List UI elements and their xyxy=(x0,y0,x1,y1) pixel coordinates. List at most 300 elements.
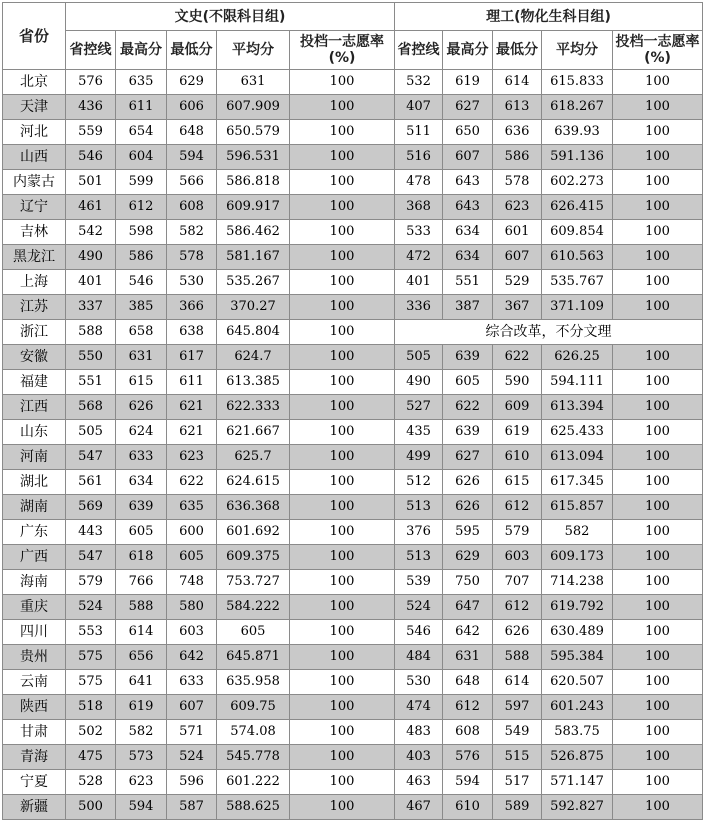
science-cell: 619.792 xyxy=(542,595,613,620)
arts-cell: 623 xyxy=(167,445,217,470)
arts-cell: 594 xyxy=(167,145,217,170)
arts-cell: 626 xyxy=(116,395,167,420)
arts-cell: 635 xyxy=(167,495,217,520)
column-header: 最高分 xyxy=(116,31,167,70)
science-cell: 539 xyxy=(395,570,443,595)
science-cell: 648 xyxy=(443,670,493,695)
science-cell: 100 xyxy=(613,670,703,695)
science-cell: 610 xyxy=(443,795,493,820)
arts-cell: 625.7 xyxy=(217,445,290,470)
science-cell: 100 xyxy=(613,345,703,370)
science-cell: 483 xyxy=(395,720,443,745)
science-cell: 582 xyxy=(542,520,613,545)
science-cell: 607 xyxy=(443,145,493,170)
arts-cell: 385 xyxy=(116,295,167,320)
science-cell: 612 xyxy=(443,695,493,720)
science-cell: 530 xyxy=(395,670,443,695)
science-cell: 529 xyxy=(493,270,542,295)
arts-cell: 654 xyxy=(116,120,167,145)
arts-cell: 100 xyxy=(290,795,395,820)
arts-cell: 612 xyxy=(116,195,167,220)
column-header: 平均分 xyxy=(217,31,290,70)
arts-cell: 100 xyxy=(290,120,395,145)
science-cell: 516 xyxy=(395,145,443,170)
province-cell: 重庆 xyxy=(3,595,66,620)
arts-cell: 100 xyxy=(290,595,395,620)
science-cell: 630.489 xyxy=(542,620,613,645)
science-cell: 367 xyxy=(493,295,542,320)
arts-cell: 575 xyxy=(66,670,116,695)
arts-cell: 617 xyxy=(167,345,217,370)
arts-cell: 500 xyxy=(66,795,116,820)
science-cell: 594.111 xyxy=(542,370,613,395)
arts-cell: 100 xyxy=(290,620,395,645)
arts-cell: 609.375 xyxy=(217,545,290,570)
arts-cell: 587 xyxy=(167,795,217,820)
science-cell: 609.173 xyxy=(542,545,613,570)
science-cell: 100 xyxy=(613,220,703,245)
science-cell: 511 xyxy=(395,120,443,145)
province-cell: 陕西 xyxy=(3,695,66,720)
table-row xyxy=(3,170,703,195)
province-cell: 新疆 xyxy=(3,795,66,820)
science-cell: 619 xyxy=(443,70,493,95)
province-cell: 四川 xyxy=(3,620,66,645)
arts-cell: 579 xyxy=(66,570,116,595)
table-row xyxy=(3,645,703,670)
arts-cell: 100 xyxy=(290,670,395,695)
arts-cell: 601.692 xyxy=(217,520,290,545)
science-cell: 590 xyxy=(493,370,542,395)
arts-cell: 604 xyxy=(116,145,167,170)
arts-cell: 100 xyxy=(290,270,395,295)
science-cell: 474 xyxy=(395,695,443,720)
table-row xyxy=(3,445,703,470)
science-cell: 592.827 xyxy=(542,795,613,820)
arts-cell: 569 xyxy=(66,495,116,520)
science-cell: 100 xyxy=(613,70,703,95)
science-cell: 629 xyxy=(443,545,493,570)
science-cell: 100 xyxy=(613,695,703,720)
arts-cell: 588 xyxy=(66,320,116,345)
science-cell: 578 xyxy=(493,170,542,195)
column-header: 省控线 xyxy=(395,31,443,70)
table-row xyxy=(3,720,703,745)
science-cell: 100 xyxy=(613,370,703,395)
arts-cell: 100 xyxy=(290,295,395,320)
science-cell: 336 xyxy=(395,295,443,320)
science-cell: 620.507 xyxy=(542,670,613,695)
arts-cell: 547 xyxy=(66,445,116,470)
science-cell: 376 xyxy=(395,520,443,545)
arts-cell: 561 xyxy=(66,470,116,495)
science-cell: 513 xyxy=(395,495,443,520)
arts-cell: 621 xyxy=(167,395,217,420)
arts-group-header: 文史(不限科目组) xyxy=(66,3,395,31)
arts-cell: 535.267 xyxy=(217,270,290,295)
arts-cell: 635 xyxy=(116,70,167,95)
table-body xyxy=(3,70,703,820)
arts-cell: 601.222 xyxy=(217,770,290,795)
science-cell: 100 xyxy=(613,795,703,820)
arts-cell: 609.75 xyxy=(217,695,290,720)
science-cell: 100 xyxy=(613,195,703,220)
arts-cell: 100 xyxy=(290,520,395,545)
arts-cell: 100 xyxy=(290,95,395,120)
science-cell: 605 xyxy=(443,370,493,395)
science-cell: 100 xyxy=(613,745,703,770)
science-cell: 634 xyxy=(443,245,493,270)
arts-cell: 621 xyxy=(167,420,217,445)
arts-cell: 611 xyxy=(116,95,167,120)
arts-cell: 545.778 xyxy=(217,745,290,770)
science-cell: 435 xyxy=(395,420,443,445)
science-cell: 615.857 xyxy=(542,495,613,520)
arts-cell: 475 xyxy=(66,745,116,770)
science-cell: 100 xyxy=(613,645,703,670)
science-cell: 610 xyxy=(493,445,542,470)
arts-cell: 650.579 xyxy=(217,120,290,145)
province-header: 省份 xyxy=(3,3,66,70)
science-cell: 551 xyxy=(443,270,493,295)
table-row xyxy=(3,195,703,220)
column-header: 最低分 xyxy=(167,31,217,70)
science-cell: 595.384 xyxy=(542,645,613,670)
table-row xyxy=(3,620,703,645)
arts-cell: 578 xyxy=(167,245,217,270)
province-cell: 黑龙江 xyxy=(3,245,66,270)
arts-cell: 605 xyxy=(217,620,290,645)
arts-cell: 553 xyxy=(66,620,116,645)
arts-cell: 546 xyxy=(116,270,167,295)
science-cell: 639 xyxy=(443,420,493,445)
science-cell: 615 xyxy=(493,470,542,495)
province-cell: 江西 xyxy=(3,395,66,420)
arts-cell: 575 xyxy=(66,645,116,670)
science-cell: 622 xyxy=(493,345,542,370)
table-row xyxy=(3,795,703,820)
science-cell: 603 xyxy=(493,545,542,570)
arts-cell: 100 xyxy=(290,495,395,520)
science-cell: 100 xyxy=(613,95,703,120)
science-cell: 750 xyxy=(443,570,493,595)
province-cell: 青海 xyxy=(3,745,66,770)
arts-cell: 550 xyxy=(66,345,116,370)
science-cell: 371.109 xyxy=(542,295,613,320)
arts-cell: 100 xyxy=(290,745,395,770)
arts-cell: 100 xyxy=(290,345,395,370)
arts-cell: 614 xyxy=(116,620,167,645)
science-cell: 634 xyxy=(443,220,493,245)
arts-cell: 100 xyxy=(290,470,395,495)
table-row xyxy=(3,770,703,795)
arts-cell: 100 xyxy=(290,420,395,445)
province-cell: 贵州 xyxy=(3,645,66,670)
arts-cell: 606 xyxy=(167,95,217,120)
column-header: 投档一志愿率(%) xyxy=(613,31,703,70)
arts-cell: 546 xyxy=(66,145,116,170)
arts-cell: 596 xyxy=(167,770,217,795)
arts-cell: 645.871 xyxy=(217,645,290,670)
province-cell: 福建 xyxy=(3,370,66,395)
arts-cell: 436 xyxy=(66,95,116,120)
table-row xyxy=(3,320,703,345)
science-cell: 535.767 xyxy=(542,270,613,295)
science-cell: 601.243 xyxy=(542,695,613,720)
science-cell: 607 xyxy=(493,245,542,270)
arts-cell: 100 xyxy=(290,645,395,670)
science-cell: 100 xyxy=(613,120,703,145)
science-cell: 591.136 xyxy=(542,145,613,170)
arts-cell: 607.909 xyxy=(217,95,290,120)
science-cell: 100 xyxy=(613,295,703,320)
science-cell: 650 xyxy=(443,120,493,145)
science-cell: 608 xyxy=(443,720,493,745)
science-cell: 533 xyxy=(395,220,443,245)
arts-cell: 588.625 xyxy=(217,795,290,820)
arts-cell: 100 xyxy=(290,220,395,245)
science-cell: 631 xyxy=(443,645,493,670)
science-cell: 609 xyxy=(493,395,542,420)
province-cell: 浙江 xyxy=(3,320,66,345)
arts-cell: 582 xyxy=(167,220,217,245)
science-cell: 627 xyxy=(443,95,493,120)
arts-cell: 571 xyxy=(167,720,217,745)
arts-cell: 596.531 xyxy=(217,145,290,170)
arts-cell: 624 xyxy=(116,420,167,445)
province-cell: 河北 xyxy=(3,120,66,145)
table-row xyxy=(3,395,703,420)
province-cell: 安徽 xyxy=(3,345,66,370)
province-cell: 宁夏 xyxy=(3,770,66,795)
arts-cell: 642 xyxy=(167,645,217,670)
science-cell: 463 xyxy=(395,770,443,795)
science-cell: 527 xyxy=(395,395,443,420)
column-header: 投档一志愿率(%) xyxy=(290,31,395,70)
arts-cell: 748 xyxy=(167,570,217,595)
table-row xyxy=(3,420,703,445)
science-cell: 100 xyxy=(613,770,703,795)
science-cell: 100 xyxy=(613,720,703,745)
arts-cell: 584.222 xyxy=(217,595,290,620)
arts-cell: 501 xyxy=(66,170,116,195)
arts-cell: 100 xyxy=(290,170,395,195)
science-cell: 625.433 xyxy=(542,420,613,445)
science-cell: 636 xyxy=(493,120,542,145)
science-cell: 499 xyxy=(395,445,443,470)
arts-cell: 490 xyxy=(66,245,116,270)
science-cell: 643 xyxy=(443,170,493,195)
arts-cell: 100 xyxy=(290,145,395,170)
table-row xyxy=(3,120,703,145)
science-cell: 602.273 xyxy=(542,170,613,195)
science-cell: 532 xyxy=(395,70,443,95)
science-cell: 618.267 xyxy=(542,95,613,120)
science-cell: 100 xyxy=(613,270,703,295)
science-cell: 642 xyxy=(443,620,493,645)
science-cell: 403 xyxy=(395,745,443,770)
province-cell: 海南 xyxy=(3,570,66,595)
column-header: 省控线 xyxy=(66,31,116,70)
province-cell: 广西 xyxy=(3,545,66,570)
science-cell: 576 xyxy=(443,745,493,770)
science-cell: 643 xyxy=(443,195,493,220)
arts-cell: 658 xyxy=(116,320,167,345)
science-cell: 612 xyxy=(493,495,542,520)
arts-cell: 586 xyxy=(116,245,167,270)
science-cell: 626 xyxy=(443,470,493,495)
arts-cell: 599 xyxy=(116,170,167,195)
science-cell: 100 xyxy=(613,445,703,470)
table-row xyxy=(3,145,703,170)
science-cell: 639.93 xyxy=(542,120,613,145)
science-cell: 623 xyxy=(493,195,542,220)
province-cell: 云南 xyxy=(3,670,66,695)
arts-cell: 100 xyxy=(290,770,395,795)
admission-score-table xyxy=(2,2,703,820)
arts-cell: 542 xyxy=(66,220,116,245)
arts-cell: 559 xyxy=(66,120,116,145)
science-cell: 626.415 xyxy=(542,195,613,220)
science-cell: 549 xyxy=(493,720,542,745)
arts-cell: 528 xyxy=(66,770,116,795)
science-cell: 714.238 xyxy=(542,570,613,595)
science-cell: 579 xyxy=(493,520,542,545)
arts-cell: 524 xyxy=(66,595,116,620)
arts-cell: 401 xyxy=(66,270,116,295)
arts-cell: 621.667 xyxy=(217,420,290,445)
arts-cell: 518 xyxy=(66,695,116,720)
arts-cell: 573 xyxy=(116,745,167,770)
table-row xyxy=(3,595,703,620)
arts-cell: 566 xyxy=(167,170,217,195)
arts-cell: 100 xyxy=(290,370,395,395)
science-cell: 505 xyxy=(395,345,443,370)
arts-cell: 631 xyxy=(116,345,167,370)
arts-cell: 551 xyxy=(66,370,116,395)
science-cell: 512 xyxy=(395,470,443,495)
table-row xyxy=(3,520,703,545)
arts-cell: 605 xyxy=(116,520,167,545)
arts-cell: 605 xyxy=(167,545,217,570)
table-row xyxy=(3,345,703,370)
science-cell: 588 xyxy=(493,645,542,670)
science-note-cell: 综合改革，不分文理 xyxy=(395,320,703,345)
science-cell: 526.875 xyxy=(542,745,613,770)
arts-cell: 624.615 xyxy=(217,470,290,495)
science-cell: 614 xyxy=(493,70,542,95)
province-cell: 吉林 xyxy=(3,220,66,245)
province-cell: 山东 xyxy=(3,420,66,445)
science-cell: 515 xyxy=(493,745,542,770)
science-cell: 626 xyxy=(443,495,493,520)
science-cell: 647 xyxy=(443,595,493,620)
table-row xyxy=(3,220,703,245)
science-cell: 478 xyxy=(395,170,443,195)
arts-cell: 581.167 xyxy=(217,245,290,270)
arts-cell: 656 xyxy=(116,645,167,670)
arts-cell: 603 xyxy=(167,620,217,645)
province-cell: 北京 xyxy=(3,70,66,95)
arts-cell: 443 xyxy=(66,520,116,545)
table-row xyxy=(3,545,703,570)
science-cell: 613.094 xyxy=(542,445,613,470)
science-cell: 546 xyxy=(395,620,443,645)
arts-cell: 634 xyxy=(116,470,167,495)
table-row xyxy=(3,495,703,520)
arts-cell: 100 xyxy=(290,545,395,570)
arts-cell: 461 xyxy=(66,195,116,220)
science-cell: 100 xyxy=(613,620,703,645)
province-cell: 内蒙古 xyxy=(3,170,66,195)
arts-cell: 645.804 xyxy=(217,320,290,345)
science-cell: 586 xyxy=(493,145,542,170)
science-cell: 524 xyxy=(395,595,443,620)
arts-cell: 100 xyxy=(290,570,395,595)
arts-cell: 618 xyxy=(116,545,167,570)
column-header: 最高分 xyxy=(443,31,493,70)
science-cell: 583.75 xyxy=(542,720,613,745)
arts-cell: 631 xyxy=(217,70,290,95)
arts-cell: 574.08 xyxy=(217,720,290,745)
science-cell: 589 xyxy=(493,795,542,820)
arts-cell: 753.727 xyxy=(217,570,290,595)
arts-cell: 568 xyxy=(66,395,116,420)
arts-cell: 607 xyxy=(167,695,217,720)
science-cell: 609.854 xyxy=(542,220,613,245)
province-cell: 天津 xyxy=(3,95,66,120)
science-cell: 100 xyxy=(613,495,703,520)
science-cell: 387 xyxy=(443,295,493,320)
arts-cell: 530 xyxy=(167,270,217,295)
arts-cell: 100 xyxy=(290,395,395,420)
arts-cell: 766 xyxy=(116,570,167,595)
arts-cell: 100 xyxy=(290,720,395,745)
table-row xyxy=(3,295,703,320)
science-cell: 100 xyxy=(613,545,703,570)
arts-cell: 576 xyxy=(66,70,116,95)
science-cell: 100 xyxy=(613,145,703,170)
arts-cell: 600 xyxy=(167,520,217,545)
science-cell: 490 xyxy=(395,370,443,395)
science-cell: 610.563 xyxy=(542,245,613,270)
arts-cell: 370.27 xyxy=(217,295,290,320)
science-cell: 100 xyxy=(613,395,703,420)
arts-cell: 100 xyxy=(290,695,395,720)
arts-cell: 619 xyxy=(116,695,167,720)
science-cell: 597 xyxy=(493,695,542,720)
science-cell: 622 xyxy=(443,395,493,420)
science-cell: 467 xyxy=(395,795,443,820)
arts-cell: 629 xyxy=(167,70,217,95)
arts-cell: 100 xyxy=(290,320,395,345)
science-cell: 626.25 xyxy=(542,345,613,370)
arts-cell: 502 xyxy=(66,720,116,745)
arts-cell: 622.333 xyxy=(217,395,290,420)
arts-cell: 100 xyxy=(290,445,395,470)
arts-cell: 100 xyxy=(290,70,395,95)
science-cell: 595 xyxy=(443,520,493,545)
arts-cell: 505 xyxy=(66,420,116,445)
science-cell: 100 xyxy=(613,245,703,270)
arts-cell: 636.368 xyxy=(217,495,290,520)
province-cell: 山西 xyxy=(3,145,66,170)
arts-cell: 635.958 xyxy=(217,670,290,695)
arts-cell: 613.385 xyxy=(217,370,290,395)
arts-cell: 608 xyxy=(167,195,217,220)
table-row xyxy=(3,245,703,270)
science-cell: 612 xyxy=(493,595,542,620)
